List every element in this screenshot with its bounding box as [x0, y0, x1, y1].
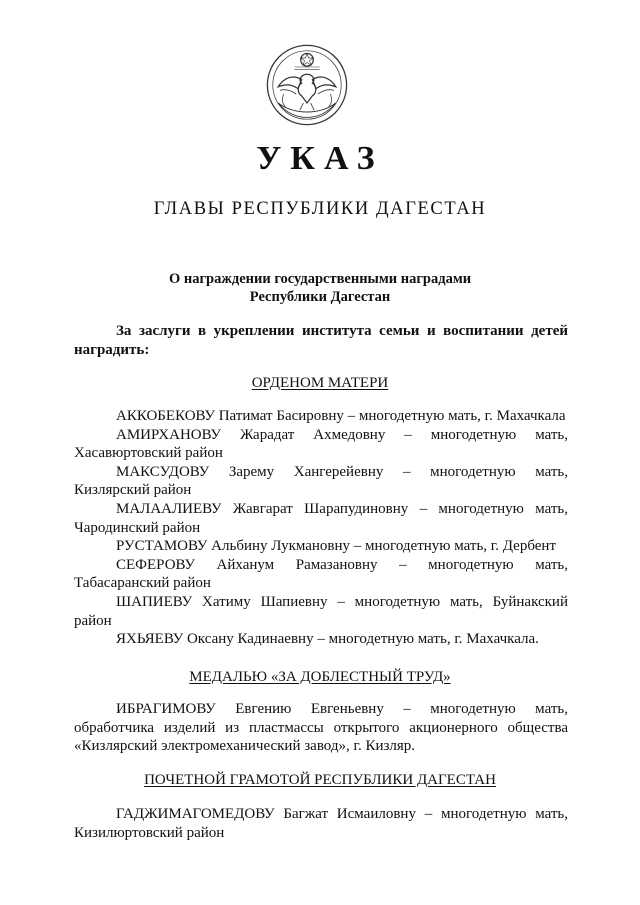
award-entry: СЕФЕРОВУ Айханум Рамазановну – многодетную мать, Табасаранский район	[74, 556, 568, 592]
coat-of-arms-graphic	[262, 40, 352, 130]
award-entry: АМИРХАНОВУ Жарадат Ахмедовну – многодетную мать, Хасавюртовский район	[74, 426, 568, 462]
award-entry: МАКСУДОВУ Зарему Хангерейевну – многодетную мать, Кизлярский район	[74, 463, 568, 499]
award-entry: РУСТАМОВУ Альбину Лукмановну – многодетную мать, г. Дербент	[116, 538, 556, 555]
award-entry: ГАДЖИМАГОМЕДОВУ Багжат Исмаиловну – многодетную мать, Кизилюртовский район	[74, 806, 568, 841]
award-entry: АККОБЕКОВУ Патимат Басировну – многодетную мать, г. Махачкала	[116, 408, 566, 424]
section-heading-text: ПОЧЕТНОЙ ГРАМОТОЙ РЕСПУБЛИКИ ДАГЕСТАН	[144, 772, 496, 788]
award-list-certificate-of-honor	[74, 805, 568, 842]
section-heading-text: МЕДАЛЬЮ «ЗА ДОБЛЕСТНЫЙ ТРУД»	[189, 669, 451, 685]
award-list-order-of-mother	[74, 407, 568, 649]
coat-of-arms-icon	[262, 40, 352, 130]
award-entry: МАЛААЛИЕВУ Жавгарат Шарапудиновну – многодетную мать, Чародинский район	[74, 500, 568, 536]
decree-subject	[0, 270, 640, 306]
section-heading-certificate-of-honor	[0, 771, 640, 790]
section-heading-text: ОРДЕНОМ МАТЕРИ	[251, 375, 389, 391]
document-title: УКАЗ	[256, 140, 384, 177]
decree-intro: За заслуги в укреплении института семьи и воспитании детей наградить:	[74, 323, 568, 358]
award-entry: ШАПИЕВУ Хатиму Шапиевну – многодетную мать, Буйнакский район	[74, 593, 568, 629]
award-entry: ЯХЬЯЕВУ Оксану Кадинаевну – многодетную мать, г. Махачкала.	[116, 631, 539, 648]
document-subtitle: ГЛАВЫ РЕСПУБЛИКИ ДАГЕСТАН	[153, 199, 487, 219]
decree-subject-line-2: Республики Дагестан	[249, 289, 391, 305]
decree-subject-line-1: О награждении государственными наградами	[168, 271, 472, 287]
section-heading-labor-medal	[0, 668, 640, 687]
section-heading-order-of-mother	[0, 374, 640, 393]
award-entry: ИБРАГИМОВУ Евгению Евгеньевну – многодетную мать, обработчика изделий из пластмассы открытого акционерного общества «Кизлярский электромеханический завод», г. Кизляр.	[74, 701, 568, 755]
award-list-labor-medal	[74, 700, 568, 756]
